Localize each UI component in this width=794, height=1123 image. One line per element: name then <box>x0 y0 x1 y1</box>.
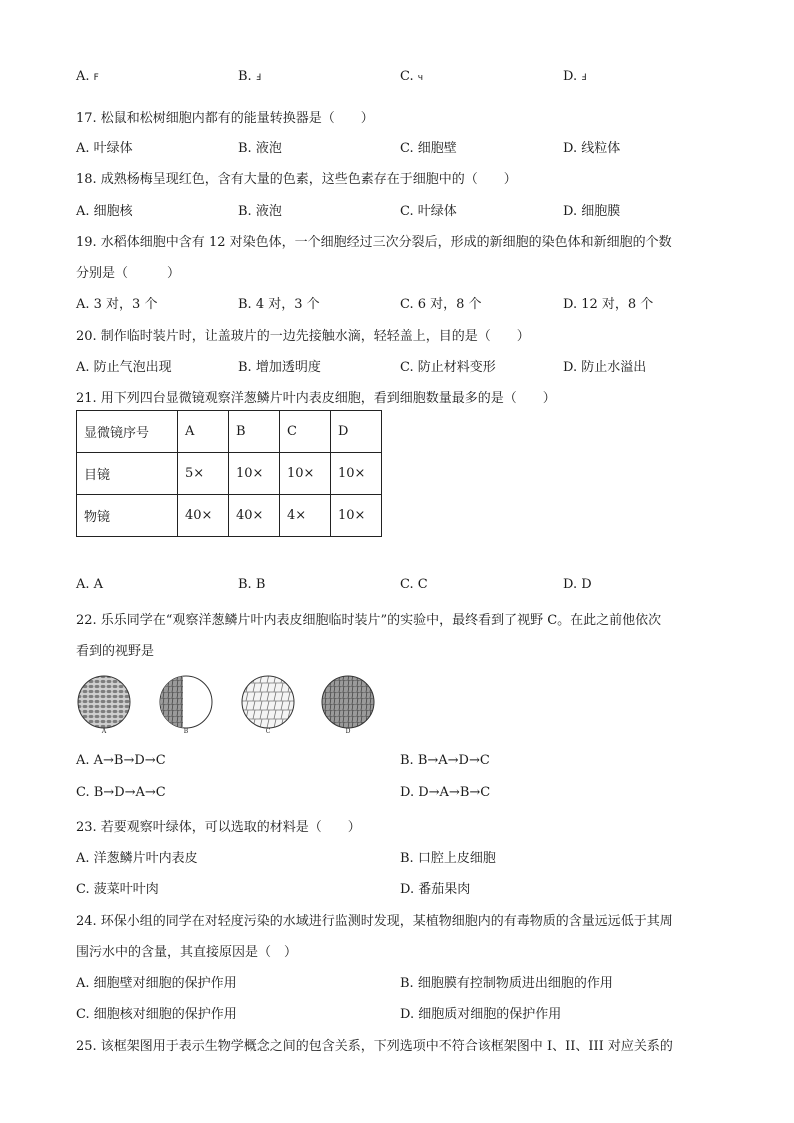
table-cell: 40× <box>178 495 229 537</box>
q22-stem-line1: 22. 乐乐同学在“观察洋葱鳞片叶内表皮细胞临时装片”的实验中，最终看到了视野 C。在此之前他依次 <box>76 613 662 628</box>
q20-option-d: D. 防止水溢出 <box>563 360 647 375</box>
table-cell: 10× <box>331 495 382 537</box>
q20-option-b: B. 增加透明度 <box>238 360 321 375</box>
table-row <box>77 495 382 537</box>
table-cell: 5× <box>178 453 229 495</box>
q18-option-b: B. 液泡 <box>238 204 282 219</box>
table-cell: 目镜 <box>77 453 178 495</box>
q19-option-a: A. 3 对，3 个 <box>76 297 158 312</box>
q22-option-d: D. D→A→B→C <box>400 785 491 800</box>
q16-glyph-d: Ⅎ <box>581 73 587 83</box>
q17-option-b: B. 液泡 <box>238 141 282 156</box>
q20-option-c: C. 防止材料变形 <box>400 360 496 375</box>
q18-option-a: A. 细胞核 <box>76 204 133 219</box>
field-a-label: A <box>101 728 107 735</box>
q22-option-b: B. B→A→D→C <box>400 753 490 768</box>
field-c-label: C <box>265 728 271 735</box>
q19-option-b: B. 4 对，3 个 <box>238 297 320 312</box>
q23-option-b: B. 口腔上皮细胞 <box>400 851 496 866</box>
q24-option-c: C. 细胞核对细胞的保护作用 <box>76 1007 237 1022</box>
q19-stem-line1: 19. 水稻体细胞中含有 12 对染色体，一个细胞经过三次分裂后，形成的新细胞的染色体和新细胞的个数 <box>76 235 672 250</box>
field-a-circle <box>78 676 130 728</box>
table-cell: C <box>280 411 331 453</box>
q21-option-b: B. B <box>238 577 266 592</box>
q18-option-d: D. 细胞膜 <box>563 204 621 219</box>
table-cell: 10× <box>331 453 382 495</box>
q24-option-b: B. 细胞膜有控制物质进出细胞的作用 <box>400 976 613 991</box>
table-cell: 物镜 <box>77 495 178 537</box>
microscope-table <box>76 410 382 537</box>
table-cell: A <box>178 411 229 453</box>
table-row <box>77 411 382 453</box>
field-c-circle <box>242 676 294 728</box>
q18-stem: 18. 成熟杨梅呈现红色，含有大量的色素，这些色素存在于细胞中的（ ） <box>76 172 517 187</box>
q24-option-d: D. 细胞质对细胞的保护作用 <box>400 1007 562 1022</box>
q19-option-d: D. 12 对，8 个 <box>563 297 654 312</box>
q16-glyph-c: ч <box>417 73 424 83</box>
field-b-label: B <box>183 728 189 735</box>
table-cell: 40× <box>229 495 280 537</box>
q24-option-a: A. 细胞壁对细胞的保护作用 <box>76 976 237 991</box>
q16-option-a: A. F <box>76 69 99 84</box>
q17-option-d: D. 线粒体 <box>563 141 621 156</box>
microscope-fields-svg <box>76 674 376 736</box>
q22-option-a: A. A→B→D→C <box>76 753 166 768</box>
q21-stem: 21. 用下列四台显微镜观察洋葱鳞片叶内表皮细胞，看到细胞数量最多的是（ ） <box>76 391 556 406</box>
table-row <box>77 453 382 495</box>
q16-option-c: C. ч <box>400 69 424 84</box>
q16-glyph-a: F <box>93 73 99 83</box>
table-cell: 显微镜序号 <box>77 411 178 453</box>
q22-stem-line2: 看到的视野是 <box>76 644 155 659</box>
microscope-fields-figure <box>76 674 376 736</box>
q19-option-c: C. 6 对，8 个 <box>400 297 482 312</box>
q16-option-b: B. Ⅎ <box>238 69 262 84</box>
field-d-label: D <box>345 728 351 735</box>
q17-stem: 17. 松鼠和松树细胞内都有的能量转换器是（ ） <box>76 111 374 126</box>
q21-option-a: A. A <box>76 577 104 592</box>
q18-option-c: C. 叶绿体 <box>400 204 457 219</box>
q17-option-a: A. 叶绿体 <box>76 141 133 156</box>
q23-option-c: C. 菠菜叶叶肉 <box>76 882 159 897</box>
q16-option-d: D. Ⅎ <box>563 69 587 84</box>
table-cell: D <box>331 411 382 453</box>
table-cell: 4× <box>280 495 331 537</box>
q16-glyph-b: Ⅎ <box>255 73 262 83</box>
table-cell: 10× <box>229 453 280 495</box>
q25-stem: 25. 该框架图用于表示生物学概念之间的包含关系，下列选项中不符合该框架图中 I、II、III 对应关系的 <box>76 1039 673 1054</box>
q20-option-a: A. 防止气泡出现 <box>76 360 172 375</box>
q17-option-c: C. 细胞壁 <box>400 141 457 156</box>
q24-stem-line2: 围污水中的含量，其直接原因是（ ） <box>76 945 298 960</box>
table-cell: 10× <box>280 453 331 495</box>
q23-stem: 23. 若要观察叶绿体，可以选取的材料是（ ） <box>76 820 361 835</box>
q22-option-c: C. B→D→A→C <box>76 785 166 800</box>
table-cell: B <box>229 411 280 453</box>
q21-option-c: C. C <box>400 577 428 592</box>
q24-stem-line1: 24. 环保小组的同学在对轻度污染的水域进行监测时发现，某植物细胞内的有毒物质的含量远远低于其周 <box>76 914 673 929</box>
q19-stem-line2: 分别是（ ） <box>76 266 181 281</box>
q23-option-a: A. 洋葱鳞片叶内表皮 <box>76 851 198 866</box>
q23-option-d: D. 番茄果肉 <box>400 882 471 897</box>
field-d-circle <box>322 676 374 728</box>
q21-option-d: D. D <box>563 577 592 592</box>
q20-stem: 20. 制作临时装片时，让盖玻片的一边先接触水滴，轻轻盖上，目的是（ ） <box>76 329 530 344</box>
